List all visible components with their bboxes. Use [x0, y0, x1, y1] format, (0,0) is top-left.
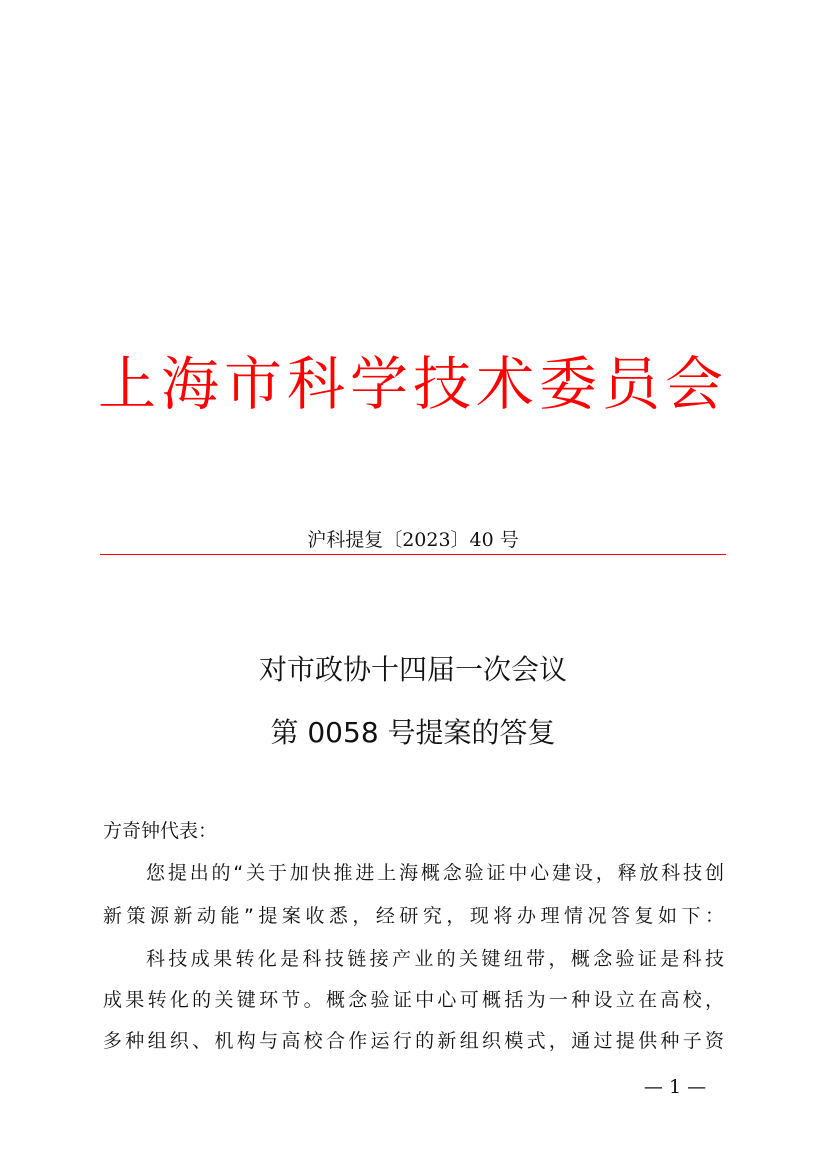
body-paragraph-2-line-2: 成果转化的关键环节。概念验证中心可概括为一种设立在高校，	[103, 989, 724, 1011]
salutation: 方奇钟代表：	[103, 820, 218, 842]
body-paragraph-1-line-1: 您提出的“关于加快推进上海概念验证中心建设，释放科技创	[146, 862, 724, 884]
body-paragraph-2-line-1: 科技成果转化是科技链接产业的关键纽带，概念验证是科技	[146, 948, 724, 970]
body-paragraph-1-line-2: 新策源新动能”提案收悉，经研究，现将办理情况答复如下：	[103, 905, 724, 927]
reply-title-line-1: 对市政协十四届一次会议	[258, 653, 567, 686]
document-number: 沪科提复〔2023〕40 号	[307, 529, 519, 551]
reply-title-line-2: 第 0058 号提案的答复	[270, 716, 556, 749]
body-paragraph-2-line-3: 多种组织、机构与高校合作运行的新组织模式，通过提供种子资	[103, 1030, 724, 1052]
page-number: — 1 —	[643, 1076, 707, 1098]
agency-title: 上海市科学技术委员会	[97, 350, 728, 418]
red-divider-line	[100, 554, 726, 555]
